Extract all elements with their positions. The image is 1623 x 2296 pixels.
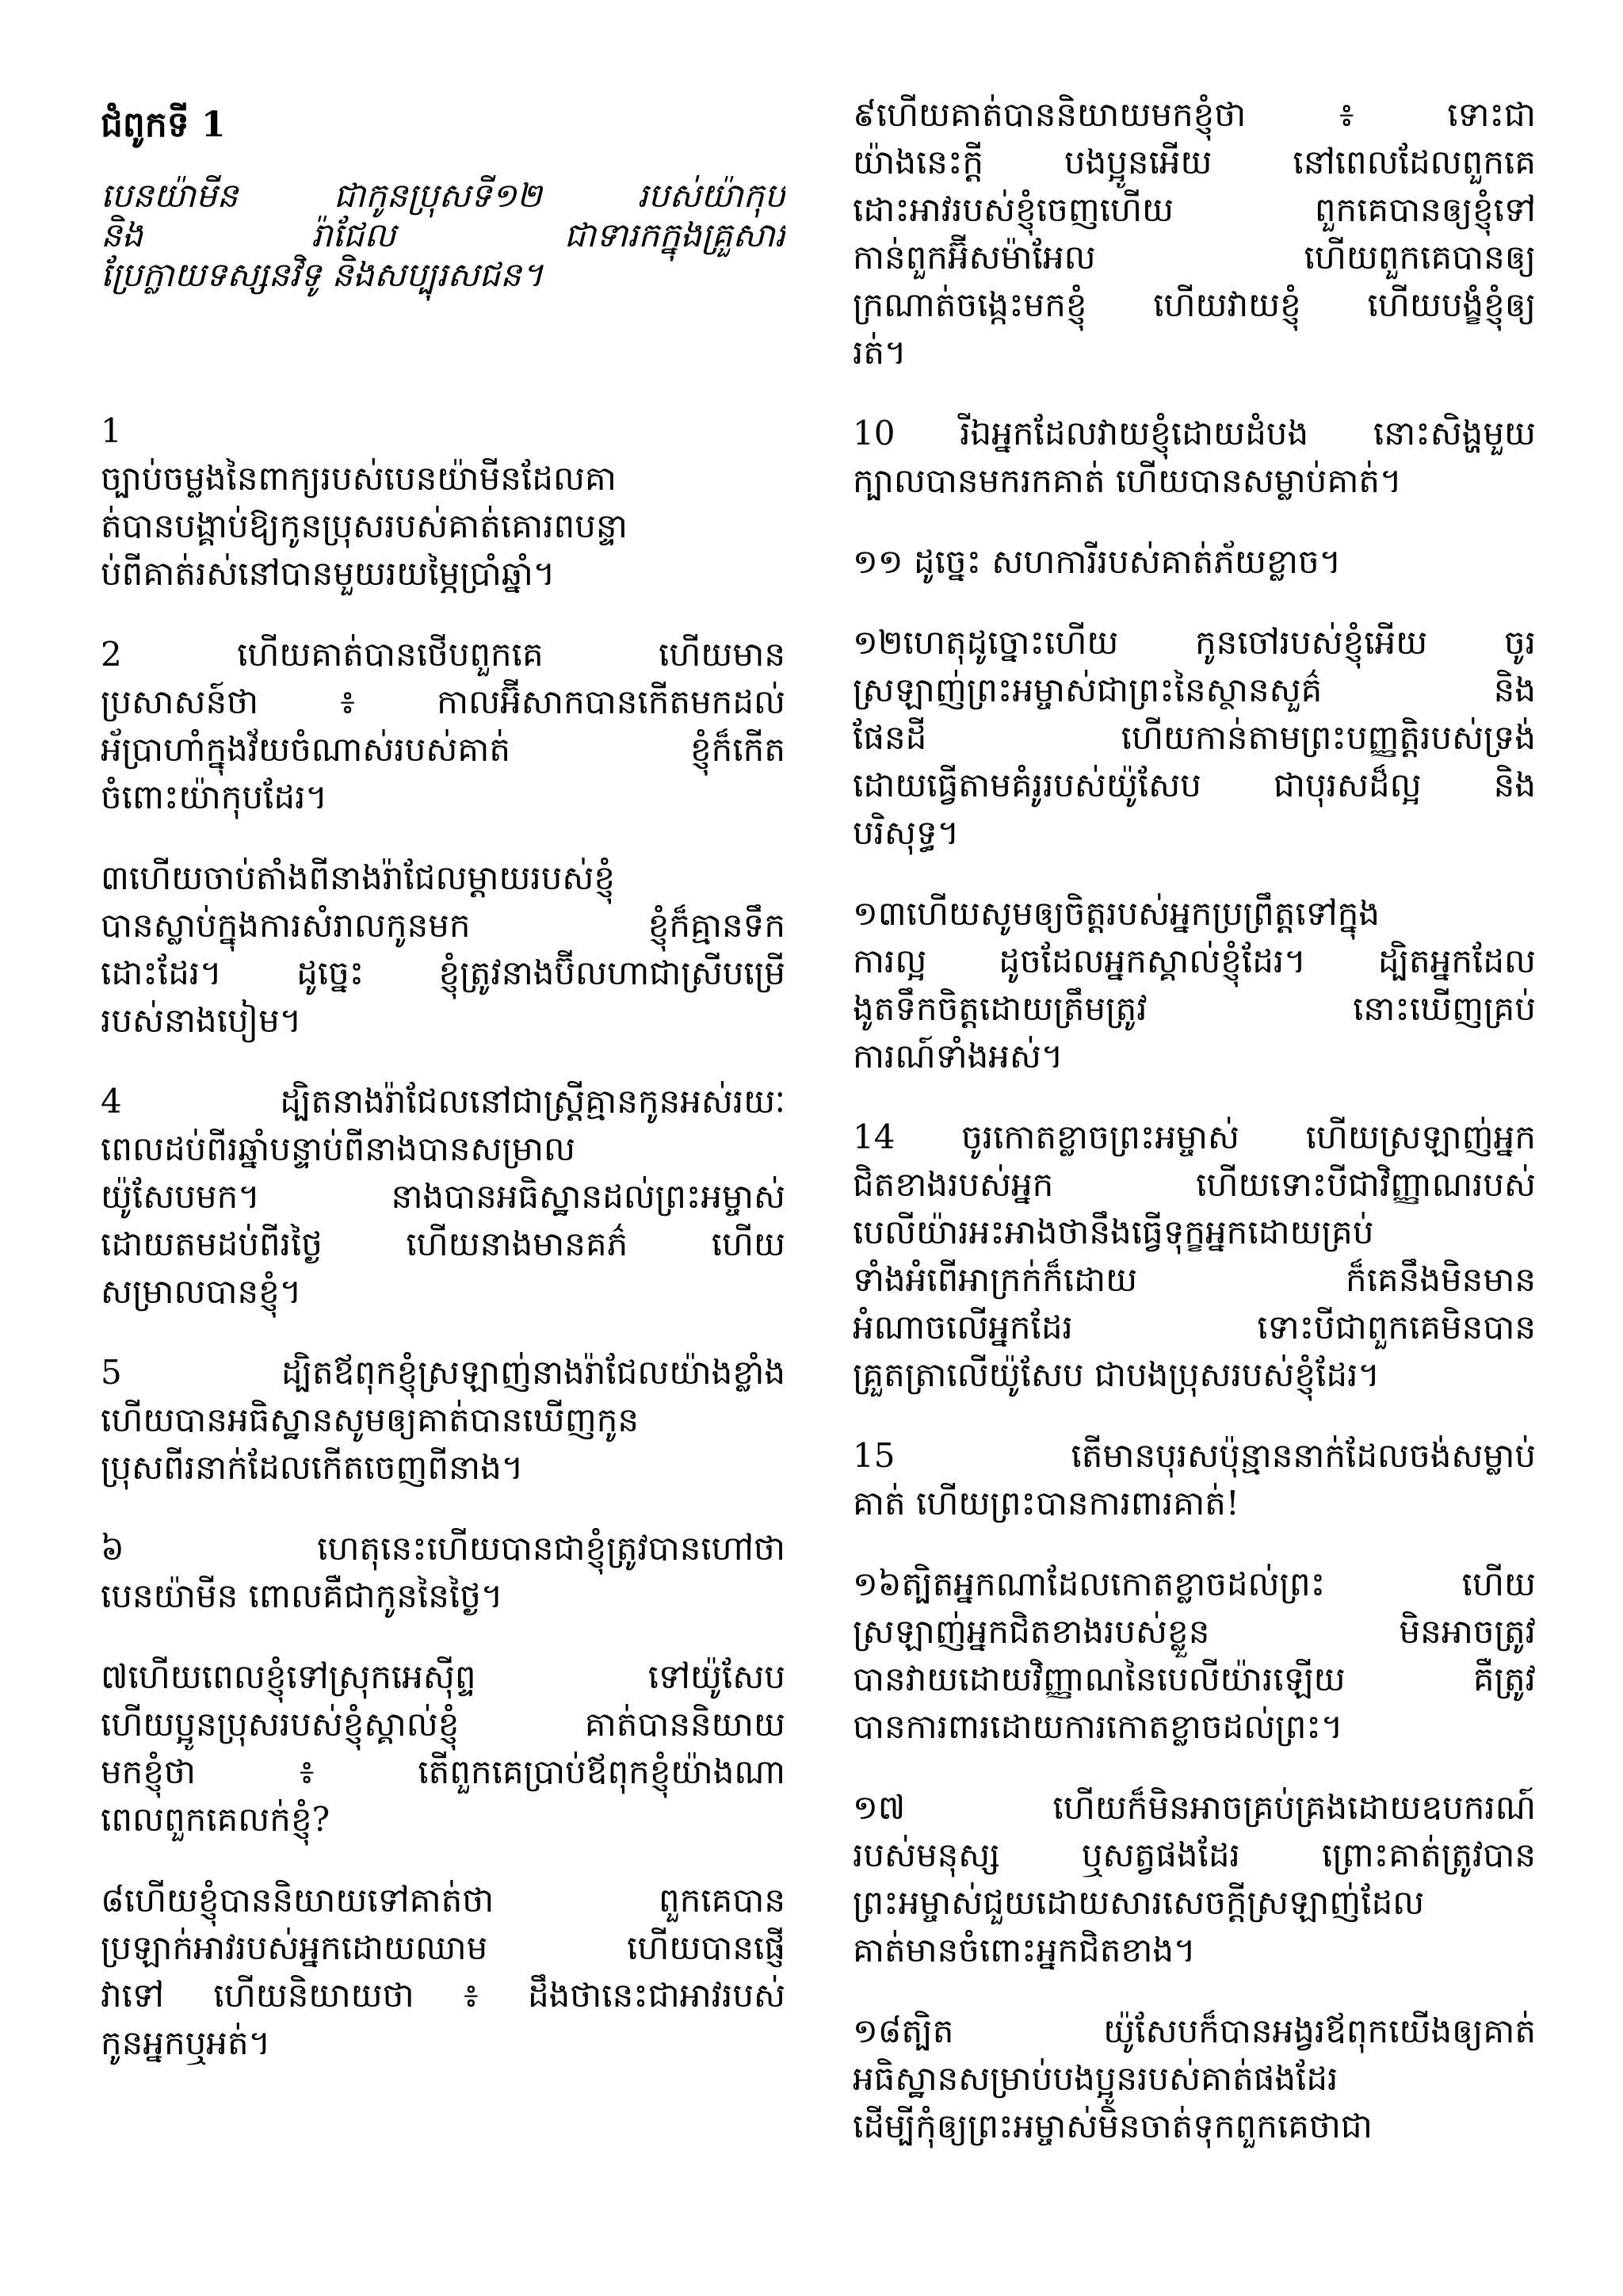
verse-line: របស់នាងបៀម។ [101, 1001, 302, 1040]
verse-line: វាទៅ ហើយនិយាយថា ៖ ដឹងថានេះជាអាវរបស់ [101, 1976, 785, 2015]
verse-line: ពេលពួកគេលក់ខ្ញុំ? [101, 1800, 330, 1839]
verse-14 [853, 1114, 1536, 1399]
verse-line: បេនយ៉ាមីន ពោលគឺជាកូននៃថ្ងៃ។ [101, 1576, 503, 1615]
verse-13 [853, 890, 1536, 1080]
verse-line: ការណ៍ទាំងអស់។ [853, 1037, 1064, 1075]
verse-9 [853, 91, 1536, 376]
verse-line: ដោះដែរ។ ដូច្នេះ ខ្ញុំត្រូវនាងប៊ីលហាជាស្រីបម្រើ [101, 953, 785, 992]
verse-line: ស្រឡាញ់ព្រះអម្ចាស់ជាព្រះនៃស្ថានសួគ៌ និង [853, 670, 1536, 709]
verse-line: ១៧ ហើយក៏មិនអាចគ្រប់គ្រងដោយឧបករណ៍ [853, 1788, 1536, 1827]
verse-line: ទាំងអំពើអាក្រក់ក៏ដោយ ក៏គេនឹងមិនមាន [853, 1260, 1536, 1299]
verse-4 [101, 1078, 785, 1316]
verse-line: គាត់ ហើយព្រះបានការពារគាត់! [853, 1484, 1239, 1522]
verse-line: ប្រុសពីរនាក់ដែលកើតចេញពីនាង។ [101, 1448, 524, 1487]
verse-line: ៣ហើយចាប់តាំងពីនាងរ៉ាជែលម្ដាយរបស់ខ្ញុំ [101, 858, 616, 897]
verse-line: សម្រាលបានខ្ញុំ។ [101, 1272, 302, 1311]
verse-line: របស់មនុស្ស ឬសត្វផងដែរ ព្រោះគាត់ត្រូវបាន [853, 1836, 1536, 1874]
verse-line: ដោយតមដប់ពីរថ្ងៃ ហើយនាងមានគភ៌ ហើយ [101, 1224, 785, 1263]
verse-line: 14 ចូរកោតខ្លាចព្រះអម្ចាស់ ហើយស្រឡាញ់អ្នក [853, 1117, 1536, 1156]
verse-line: ហើយបានអធិស្ឋានសូមឲ្យគាត់បានឃើញកូន [101, 1400, 640, 1439]
verse-line: 10 រីឯអ្នកដែលវាយខ្ញុំដោយដំបង នោះសិង្ហមួយ [853, 414, 1536, 453]
verse-line: យ៉ូសែបមក។ នាងបានអធិស្ឋានដល់ព្រះអម្ចាស់ [101, 1177, 785, 1216]
chapter-heading: ជំពូកទី 1 [101, 105, 226, 145]
verse-line: កូនអ្នកឬអត់។ [101, 2023, 271, 2062]
verse-line: ក្បាលបានមករកគាត់ ហើយបានសម្លាប់គាត់។ [853, 461, 1402, 500]
verse-line: បេលីយ៉ារអះអាងថានឹងធ្វើទុក្ខអ្នកដោយគ្រប់ [853, 1213, 1374, 1251]
verse-3 [101, 854, 785, 1045]
verse-line: ១៨ត្បិត យ៉ូសែបក៏បានអង្វរឪពុកយើងឲ្យគាត់ [853, 2011, 1536, 2050]
verse-line: យ៉ាងនេះក្តី បងប្អូនអើយ នៅពេលដែលពួកគេ [853, 143, 1536, 181]
verse-line: ៩ហើយគាត់បាននិយាយមកខ្ញុំថា ៖ ទោះជា [853, 95, 1536, 134]
verse-7 [101, 1653, 785, 1843]
verse-15 [853, 1432, 1536, 1527]
verse-line: ៦ ហេតុនេះហើយបានជាខ្ញុំត្រូវបានហៅថា [101, 1529, 785, 1568]
verse-line: រត់។ [853, 333, 907, 372]
verse-line: ព្រះអម្ចាស់ជួយដោយសារសេចក្តីស្រឡាញ់ដែល [853, 1883, 1425, 1922]
verse-line: ចំពោះយ៉ាកុបដែរ។ [101, 777, 328, 816]
verse-line: ស្រឡាញ់អ្នកជិតខាងរបស់ខ្លួន មិនអាចត្រូវ [853, 1612, 1536, 1651]
verse-line: អ័ប្រាហាំក្នុងវ័យចំណាស់របស់គាត់ ខ្ញុំក៏កើត [101, 730, 785, 769]
verse-line: គ្រួតត្រាលើយ៉ូសែប ជាបងប្រុសរបស់ខ្ញុំដែរ។ [853, 1355, 1381, 1394]
verse-line: ប្រឡាក់អាវរបស់អ្នកដោយឈាម ហើយបានផ្ញើ [101, 1928, 785, 1967]
verse-16 [853, 1561, 1536, 1751]
verse-line: ជិតខាងរបស់អ្នក ហើយទោះបីជាវិញ្ញាណរបស់ [853, 1165, 1536, 1204]
verse-line: ១៣ហើយសូមឲ្យចិត្តរបស់អ្នកប្រព្រឹត្តទៅក្នុង [853, 894, 1381, 933]
verse-line: ១២ហេតុដូច្នោះហើយ កូនចៅរបស់ខ្ញុំអើយ ចូរ [853, 623, 1536, 662]
verse-11 [853, 538, 1536, 586]
verse-line: មកខ្ញុំថា ៖ តើពួកគេប្រាប់ឪពុកខ្ញុំយ៉ាងណា [101, 1752, 785, 1791]
verse-17 [853, 1784, 1536, 1974]
verse-line: ប់ពីគាត់រស់នៅបានមួយរយម្ភៃប្រាំឆ្នាំ។ [101, 554, 556, 593]
verse-number: 1 [101, 411, 122, 450]
verse-line: បរិសុទ្ធ។ [853, 813, 960, 852]
verse-line: ពេលដប់ពីរឆ្នាំបន្ទាប់ពីនាងបានសម្រាល [101, 1129, 576, 1168]
verse-line: គាត់មានចំពោះអ្នកជិតខាង។ [853, 1931, 1196, 1969]
verse-line: ហើយប្អូនប្រុសរបស់ខ្ញុំស្គាល់ខ្ញុំ គាត់បាននិយាយ [101, 1705, 785, 1744]
verse-line: ដើម្បីកុំឲ្យព្រះអម្ចាស់មិនចាត់ទុកពួកគេថាជា [853, 2107, 1373, 2145]
verse-line: ច្បាប់ចម្លងនៃពាក្យរបស់បេនយ៉ាមីនដែលគា [101, 459, 617, 498]
verse-line: អំណាចលើអ្នកដែរ ទោះបីជាពួកគេមិនបាន [853, 1308, 1536, 1347]
verse-line: ៧ហើយពេលខ្ញុំទៅស្រុកអេស៊ីព្ទ ទៅយ៉ូសែប [101, 1657, 785, 1696]
verse-line: ការល្អ ដូចដែលអ្នកស្គាល់ខ្ញុំដែរ។ ដ្បិតអ្នកដែល [853, 942, 1536, 980]
verse-line: ក្រណាត់ចង្កេះមកខ្ញុំ ហើយវាយខ្ញុំ ហើយបង្ខំខ្ញុំឲ្យ [853, 285, 1536, 324]
verse-line: ប្រសាសន៍ថា ៖ កាលអ៊ីសាកបានកើតមកដល់ [101, 682, 785, 721]
verse-line: បានស្លាប់ក្នុងការសំរាលកូនមក ខ្ញុំក៏គ្មានទឹក [101, 906, 785, 945]
verse-line: ងូតទឹកចិត្តដោយត្រឹមត្រូវ នោះឃើញគ្រប់ [853, 989, 1536, 1028]
verse-6 [101, 1525, 785, 1620]
verse-line: ៨ហើយខ្ញុំបាននិយាយទៅគាត់ថា ពួកគេបាន [101, 1881, 785, 1920]
chapter-summary-line: និង រ៉ាជែល ជាទារកក្នុងគ្រួសារ [101, 216, 785, 254]
verse-line: 5 ដ្បិតឪពុកខ្ញុំស្រឡាញ់នាងរ៉ាជែលយ៉ាងខ្លាំង [101, 1353, 785, 1392]
verse-line: ដោះអាវរបស់ខ្ញុំចេញហើយ ពួកគេបានឲ្យខ្ញុំទៅ [853, 190, 1536, 229]
verse-12 [853, 619, 1536, 857]
verse-line: កាន់ពួកអ៊ីសម៉ាអែល ហើយពួកគេបានឲ្យ [853, 238, 1536, 277]
verse-line: 15 តើមានបុរសប៉ុន្មាននាក់ដែលចង់សម្លាប់ [853, 1436, 1536, 1475]
verse-1 [101, 407, 785, 598]
verse-line: 4 ដ្បិតនាងរ៉ាជែលនៅជាស្ត្រីគ្មានកូនអស់រយៈ [101, 1082, 785, 1121]
verse-2 [101, 631, 785, 821]
verse-line: បានវាយដោយវិញ្ញាណនៃបេលីយ៉ារឡើយ គឺត្រូវ [853, 1660, 1536, 1698]
verse-8 [101, 1877, 785, 2067]
verse-line: ដោយធ្វើតាមគំរូរបស់យ៉ូសែប ជាបុរសដ៏ល្អ និង [853, 766, 1536, 804]
verse-10 [853, 410, 1536, 505]
verse-line: 2 ហើយគាត់បានថើបពួកគេ ហើយមាន [101, 635, 785, 674]
chapter-summary-line: បេនយ៉ាមីន ជាកូនប្រុសទី១២ របស់យ៉ាកុប [101, 176, 785, 215]
verse-line: ១១ ដូច្នេះ សហការីរបស់គាត់ភ័យខ្លាច។ [853, 542, 1342, 581]
chapter-summary-line: ប្រែក្លាយទស្សនវិទូ និងសប្បុរសជន។ [101, 255, 544, 294]
right-column [853, 0, 1536, 2296]
chapter-summary [101, 176, 785, 295]
verse-line: ត់បានបង្គាប់ឱ្យកូនប្រុសរបស់គាត់គោរពបន្ទា [101, 506, 628, 545]
verse-line: ផែនដី ហើយកាន់តាមព្រះបញ្ញត្តិរបស់ទ្រង់ [853, 718, 1536, 757]
verse-5 [101, 1349, 785, 1492]
verse-line: ១៦ត្បិតអ្នកណាដែលកោតខ្លាចដល់ព្រះ ហើយ [853, 1564, 1536, 1603]
verse-line: បានការពារដោយការកោតខ្លាចដល់ព្រះ។ [853, 1707, 1343, 1746]
left-column [101, 0, 785, 2296]
verse-18 [853, 2008, 1536, 2150]
verse-line: អធិស្ឋានសម្រាប់បងប្អូនរបស់គាត់ផងដែរ [853, 2059, 1338, 2098]
